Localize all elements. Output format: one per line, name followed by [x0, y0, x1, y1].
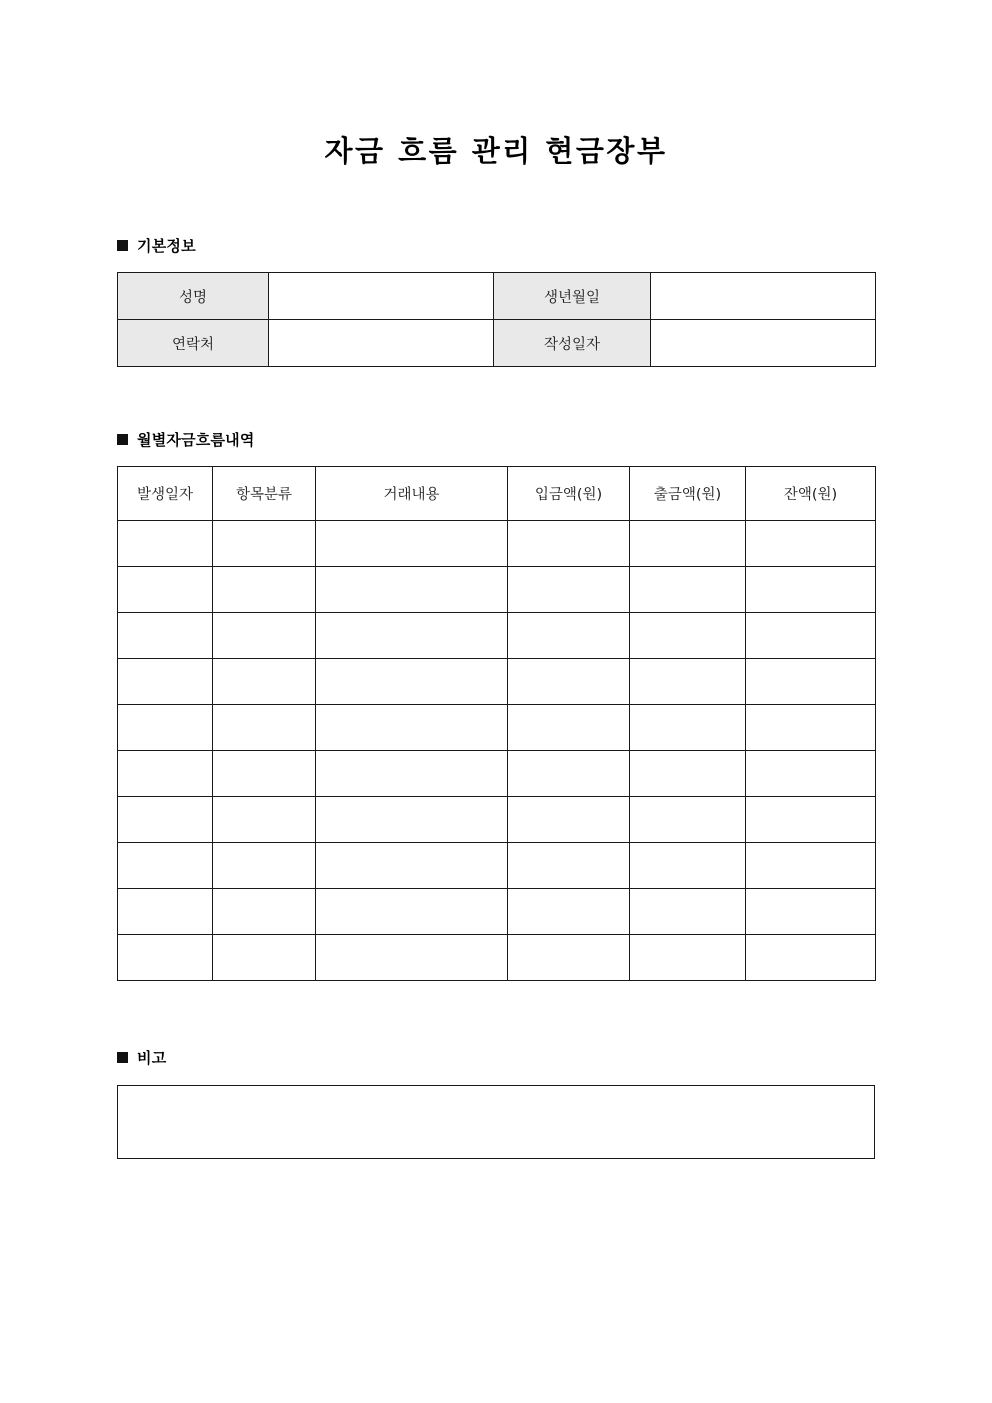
cell-description[interactable]	[316, 613, 508, 659]
cell-withdrawal[interactable]	[630, 935, 746, 981]
table-row	[118, 273, 876, 320]
table-row	[118, 705, 876, 751]
cell-date[interactable]	[118, 659, 213, 705]
cell-date[interactable]	[118, 751, 213, 797]
cell-category[interactable]	[213, 889, 316, 935]
table-row	[118, 613, 876, 659]
cell-description[interactable]	[316, 705, 508, 751]
cell-deposit[interactable]	[508, 659, 630, 705]
cell-balance[interactable]	[746, 889, 876, 935]
field-label-birthdate: 생년월일	[494, 273, 651, 320]
table-row	[118, 751, 876, 797]
cell-date[interactable]	[118, 705, 213, 751]
cell-balance[interactable]	[746, 935, 876, 981]
cell-category[interactable]	[213, 521, 316, 567]
field-label-name: 성명	[118, 273, 269, 320]
table-header-row	[118, 467, 876, 521]
cell-withdrawal[interactable]	[630, 751, 746, 797]
cell-category[interactable]	[213, 797, 316, 843]
section-heading-remarks-label: 비고	[137, 1049, 167, 1068]
cell-deposit[interactable]	[508, 521, 630, 567]
document-content	[117, 0, 875, 1159]
section-heading-monthly-cash-flow-label: 월별자금흐름내역	[137, 431, 255, 450]
cell-withdrawal[interactable]	[630, 521, 746, 567]
column-header-withdrawal: 출금액(원)	[630, 467, 746, 521]
cell-balance[interactable]	[746, 613, 876, 659]
square-bullet-icon	[117, 434, 128, 445]
cell-category[interactable]	[213, 613, 316, 659]
cell-category[interactable]	[213, 751, 316, 797]
table-row	[118, 797, 876, 843]
table-row	[118, 935, 876, 981]
cell-balance[interactable]	[746, 659, 876, 705]
cell-deposit[interactable]	[508, 935, 630, 981]
cell-date[interactable]	[118, 935, 213, 981]
column-header-balance: 잔액(원)	[746, 467, 876, 521]
cell-deposit[interactable]	[508, 567, 630, 613]
cell-category[interactable]	[213, 567, 316, 613]
basic-info-table	[117, 272, 876, 367]
table-row	[118, 320, 876, 367]
column-header-date: 발생일자	[118, 467, 213, 521]
cell-withdrawal[interactable]	[630, 843, 746, 889]
field-value-contact[interactable]	[269, 320, 494, 367]
cell-deposit[interactable]	[508, 797, 630, 843]
cell-withdrawal[interactable]	[630, 659, 746, 705]
cell-deposit[interactable]	[508, 843, 630, 889]
cell-description[interactable]	[316, 889, 508, 935]
square-bullet-icon	[117, 1052, 128, 1063]
spacer	[117, 981, 875, 1047]
page-title: 자금 흐름 관리 현금장부	[324, 134, 668, 168]
field-label-contact: 연락처	[118, 320, 269, 367]
column-header-description: 거래내용	[316, 467, 508, 521]
cell-date[interactable]	[118, 567, 213, 613]
spacer	[117, 1068, 875, 1085]
field-value-name[interactable]	[269, 273, 494, 320]
cell-deposit[interactable]	[508, 751, 630, 797]
cell-category[interactable]	[213, 705, 316, 751]
cell-balance[interactable]	[746, 843, 876, 889]
section-heading-basic-info	[117, 235, 875, 256]
cell-category[interactable]	[213, 843, 316, 889]
cell-deposit[interactable]	[508, 705, 630, 751]
cell-deposit[interactable]	[508, 889, 630, 935]
cell-deposit[interactable]	[508, 613, 630, 659]
cell-balance[interactable]	[746, 751, 876, 797]
column-header-deposit: 입금액(원)	[508, 467, 630, 521]
table-row	[118, 567, 876, 613]
cell-date[interactable]	[118, 843, 213, 889]
spacer	[117, 450, 875, 466]
cell-description[interactable]	[316, 567, 508, 613]
cell-withdrawal[interactable]	[630, 567, 746, 613]
table-row	[118, 889, 876, 935]
spacer	[117, 367, 875, 429]
remarks-textarea[interactable]	[117, 1085, 875, 1159]
cell-description[interactable]	[316, 751, 508, 797]
cell-withdrawal[interactable]	[630, 889, 746, 935]
spacer	[117, 256, 875, 272]
field-value-written-date[interactable]	[651, 320, 876, 367]
cell-date[interactable]	[118, 521, 213, 567]
cell-date[interactable]	[118, 797, 213, 843]
cell-description[interactable]	[316, 843, 508, 889]
monthly-cash-flow-table	[117, 466, 876, 981]
cell-withdrawal[interactable]	[630, 797, 746, 843]
cell-balance[interactable]	[746, 797, 876, 843]
monthly-cash-flow-body	[118, 521, 876, 981]
table-row	[118, 521, 876, 567]
section-heading-basic-info-label: 기본정보	[137, 237, 196, 256]
field-value-birthdate[interactable]	[651, 273, 876, 320]
cell-category[interactable]	[213, 935, 316, 981]
cell-date[interactable]	[118, 889, 213, 935]
cell-withdrawal[interactable]	[630, 705, 746, 751]
cell-description[interactable]	[316, 521, 508, 567]
spacer	[117, 169, 875, 235]
cell-category[interactable]	[213, 659, 316, 705]
column-header-category: 항목분류	[213, 467, 316, 521]
section-heading-remarks	[117, 1047, 875, 1068]
cell-description[interactable]	[316, 797, 508, 843]
cell-date[interactable]	[118, 613, 213, 659]
cell-description[interactable]	[316, 935, 508, 981]
square-bullet-icon	[117, 240, 128, 251]
table-row	[118, 843, 876, 889]
cell-balance[interactable]	[746, 521, 876, 567]
cell-description[interactable]	[316, 659, 508, 705]
field-label-written-date: 작성일자	[494, 320, 651, 367]
table-row	[118, 659, 876, 705]
cell-withdrawal[interactable]	[630, 613, 746, 659]
section-heading-monthly-cash-flow	[117, 429, 875, 450]
cell-balance[interactable]	[746, 705, 876, 751]
cell-balance[interactable]	[746, 567, 876, 613]
